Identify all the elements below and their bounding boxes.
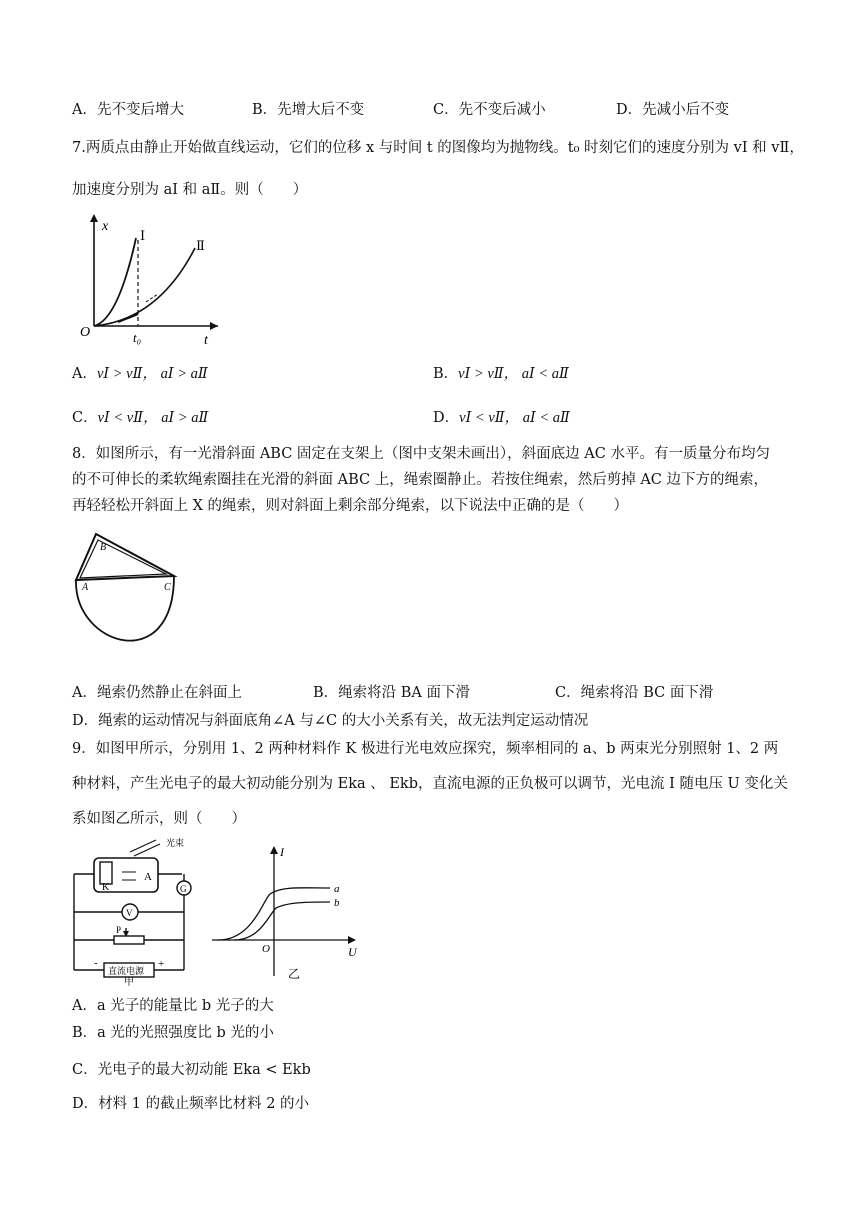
q9-light-ray-2 — [134, 844, 160, 856]
arrow-right-icon — [348, 936, 356, 944]
q8-triangle — [76, 534, 174, 580]
q9-stem-line3: 系如图乙所示，则（ ） — [72, 811, 246, 827]
q9-iu-graph — [212, 842, 362, 982]
q7-option-c: C．vⅠ < vⅡ， aⅠ > aⅡ — [72, 410, 209, 426]
q9-option-b: B．a 光的光照强度比 b 光的小 — [72, 1025, 274, 1041]
q6-option-c: C．先不变后减小 — [433, 102, 546, 118]
q9-stem-line1: 9．如图甲所示，分别用 1、2 两种材料作 K 极进行光电效应探究，频率相同的 a、b 两束光分别照射 1、2 两 — [72, 741, 779, 757]
q6-option-a: A．先不变后增大 — [72, 102, 184, 118]
q7-curve-1 — [94, 238, 136, 326]
q7-xt-graph — [78, 210, 223, 350]
q8-stem-line2: 的不可伸长的柔软绳索圈挂在光滑的斜面 ABC 上，绳索圈静止。若按住绳索，然后剪掉 AC 边下方的绳索， — [72, 472, 768, 488]
q7-label-x: x — [102, 219, 109, 234]
arrow-right-icon — [210, 322, 218, 330]
q9-caption-jia: 甲 — [124, 977, 134, 986]
q9-label-i: I — [280, 845, 284, 859]
q9-label-b-curve: b — [334, 897, 340, 909]
q7-stem-line1: 7.两质点由静止开始做直线运动，它们的位移 x 与时间 t 的图像均为抛物线。t₀ 时刻它们的速度分别为 vⅠ 和 vⅡ， — [72, 140, 804, 156]
q7-tangent-dashed — [146, 294, 158, 302]
q8-stem-line1: 8．如图所示，有一光滑斜面 ABC 固定在支架上（图中支架未画出），斜面底边 AC 水平。有一质量分布均匀 — [72, 446, 770, 462]
arrow-up-icon — [90, 214, 98, 222]
arrow-up-icon — [270, 846, 278, 854]
q7-label-curve2: Ⅱ — [196, 238, 205, 253]
q8-label-c: C — [164, 582, 171, 593]
q8-label-a: A — [82, 582, 89, 593]
q9-cathode — [100, 862, 112, 884]
q9-stem-line2: 种材料，产生光电子的最大初动能分别为 Eka 、 Ekb，直流电源的正负极可以调节，光电流 I 随电压 U 变化关 — [72, 776, 788, 792]
q9-curve-b — [234, 902, 330, 940]
q9-label-u: U — [348, 945, 357, 959]
q8-label-b: B — [100, 542, 107, 553]
q9-label-plus: + — [158, 958, 165, 970]
q7-option-d: D．vⅠ < vⅡ， aⅠ < aⅡ — [433, 410, 570, 426]
q9-label-a: A — [144, 871, 152, 883]
q8-rope-loop — [76, 576, 174, 641]
q9-light-ray-1 — [130, 840, 156, 852]
q9-label-a-curve: a — [334, 883, 340, 895]
q9-option-d: D．材料 1 的截止频率比材料 2 的小 — [72, 1096, 310, 1112]
q9-option-c: C．光电子的最大初动能 Eka < Ekb — [72, 1062, 311, 1078]
q6-option-d: D．先减小后不变 — [616, 102, 730, 118]
q7-stem-line2: 加速度分别为 aⅠ 和 aⅡ。则（ ） — [72, 182, 308, 198]
q7-label-origin: O — [80, 325, 91, 340]
q7-label-t: t — [204, 333, 208, 348]
q7-option-b: B．vⅠ > vⅡ， aⅠ < aⅡ — [433, 366, 569, 382]
q9-label-light: 光束 — [166, 838, 185, 848]
q7-option-a: A．vⅠ > vⅡ， aⅠ > aⅡ — [72, 366, 208, 382]
q9-label-v: V — [126, 908, 133, 918]
q8-stem-line3: 再轻轻松开斜面上 X 的绳索，则对斜面上剩余部分绳索，以下说法中正确的是（ ） — [72, 498, 629, 514]
q9-label-origin: O — [262, 943, 270, 955]
q9-label-p: P — [116, 925, 122, 935]
q8-option-a: A．绳索仍然静止在斜面上 — [72, 685, 242, 701]
q9-label-k: K — [102, 882, 110, 893]
q8-rope-on-slope — [80, 540, 166, 578]
q9-caption-yi: 乙 — [288, 967, 301, 981]
q8-option-b: B．绳索将沿 BA 面下滑 — [313, 685, 471, 701]
q8-option-d: D．绳索的运动情况与斜面底角∠A 与∠C 的大小关系有关，故无法判定运动情况 — [72, 713, 589, 729]
q9-circuit-figure — [70, 836, 205, 986]
q9-label-g: G — [180, 884, 187, 894]
q9-option-a: A．a 光子的能量比 b 光子的大 — [72, 998, 274, 1014]
q7-label-t0: t₀ — [133, 330, 142, 345]
q8-incline-figure — [70, 526, 185, 666]
q6-option-b: B．先增大后不变 — [252, 102, 365, 118]
q8-option-c: C．绳索将沿 BC 面下滑 — [555, 685, 714, 701]
q9-label-source: 直流电源 — [108, 966, 145, 976]
q7-tangent — [118, 314, 138, 322]
q9-rheostat — [114, 936, 144, 944]
q9-label-minus: - — [94, 957, 98, 969]
q7-label-curve1: Ⅰ — [140, 228, 146, 243]
